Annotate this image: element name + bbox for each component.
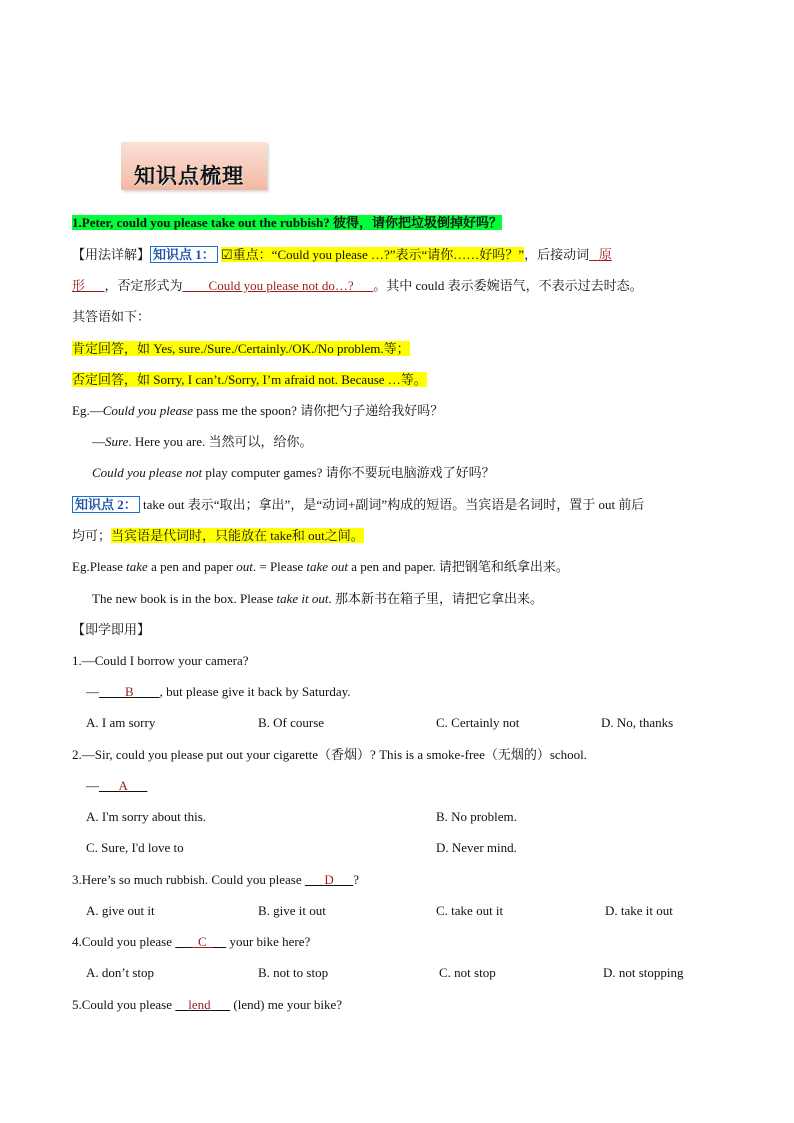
point1-line (72, 245, 734, 265)
negative-replies: 否定回答，如 Sorry, I can’t./Sorry, I’m afraid not. Because …等。 (72, 372, 427, 387)
point2-text: take out 表示“取出；拿出”，是“动词+副词”构成的短语。当宾语是名词时，置于 out 前后 (139, 497, 645, 512)
section-title: 知识点梳理 (134, 163, 244, 188)
question-5-answer: lend (188, 997, 211, 1012)
point1-key: ☑重点：“Could you please …?”表示“请你……好吗？” (221, 247, 525, 262)
question-2-answer: A (118, 778, 128, 793)
question-3-answer: D (324, 872, 334, 887)
section-title-box (121, 142, 267, 190)
question-2-option-c[interactable]: C. Sure, I'd love to (86, 840, 184, 855)
neg-form-line (72, 276, 734, 296)
example-1: Eg.—Could you please pass me the spoon? 请你把勺子递给我好吗？ (72, 403, 444, 418)
question-3-option-d[interactable]: D. take it out (605, 903, 673, 918)
question-1-answer: B (125, 684, 134, 699)
negative-line (72, 370, 734, 390)
question-4-stem: 4.Could you please _C_ your bike here? (72, 934, 311, 949)
item1-heading: 1.Peter, could you please take out the rubbish? 彼得，请你把垃圾倒掉好吗？ (72, 215, 502, 230)
question-4-option-c[interactable]: C. not stop (439, 965, 496, 980)
point1-label: 知识点 1： (150, 246, 218, 263)
question-5-stem: 5.Could you please lend (lend) me your bike? (72, 997, 343, 1012)
question-3-stem: 3.Here’s so much rubbish. Could you please D ? (72, 872, 360, 887)
question-2-option-d[interactable]: D. Never mind. (436, 840, 517, 855)
question-2-option-b[interactable]: B. No problem. (436, 809, 517, 824)
question-3-option-c[interactable]: C. take out it (436, 903, 504, 918)
practice-label: 【即学即用】 (72, 622, 151, 637)
point2-highlight: 当宾语是代词时，只能放在 take和 out之间。 (111, 528, 364, 543)
example-4: Eg.Please take a pen and paper out. = Please take out a pen and paper. 请把钢笔和纸拿出来。 (72, 559, 569, 574)
question-4-option-d[interactable]: D. not stopping (603, 965, 684, 980)
neg-form-post: 。其中 could 表示委婉语气，不表示过去时态。 (373, 278, 643, 293)
example-2: —Sure. Here you are. 当然可以，给你。 (92, 434, 313, 449)
point1-rest: ，后接动词 (524, 247, 590, 262)
question-3-option-a[interactable]: A. give out it (86, 903, 155, 918)
positive-replies: 肯定回答，如 Yes, sure./Sure./Certainly./OK./No problem.等； (72, 341, 410, 356)
neg-form-pre: ，否定形式为 (104, 278, 183, 293)
item1-heading-line (72, 213, 734, 233)
replies-intro: 其答语如下： (72, 309, 151, 324)
example-5: The new book is in the box. Please take it out. 那本新书在箱子里，请把它拿出来。 (92, 591, 544, 606)
answer-yuan: 原 (598, 247, 612, 262)
question-1-option-b[interactable]: B. Of course (258, 715, 325, 730)
question-1-option-d[interactable]: D. No, thanks (601, 715, 674, 730)
usage-label: 【用法详解】 (72, 247, 151, 262)
question-4-answer: _C_ (191, 934, 214, 949)
example-3: Could you please not play computer games? 请你不要玩电脑游戏了好吗？ (92, 465, 495, 480)
question-1-stem: 1.—Could I borrow your camera? (72, 653, 249, 668)
point2-line2: 均可；当宾语是代词时，只能放在 take和 out之间。 (72, 528, 364, 543)
question-3-option-b[interactable]: B. give it out (258, 903, 326, 918)
question-1-reply: — B , but please give it back by Saturday. (86, 684, 351, 699)
question-2-stem: 2.—Sir, could you please put out your cigarette（香烟）? This is a smoke-free（无烟的）school. (72, 747, 588, 762)
answer-xing: 形 (72, 278, 86, 293)
question-2-reply: — A (86, 778, 128, 793)
positive-line (72, 339, 734, 359)
point2-label: 知识点 2： (72, 496, 140, 513)
question-4-option-a[interactable]: A. don’t stop (86, 965, 155, 980)
question-4-option-b[interactable]: B. not to stop (258, 965, 329, 980)
question-1-option-a[interactable]: A. I am sorry (86, 715, 156, 730)
neg-form-answer: Could you please not do…? (208, 278, 354, 293)
point2-line (72, 495, 734, 515)
question-1-option-c[interactable]: C. Certainly not (436, 715, 520, 730)
question-2-option-a[interactable]: A. I'm sorry about this. (86, 809, 207, 824)
